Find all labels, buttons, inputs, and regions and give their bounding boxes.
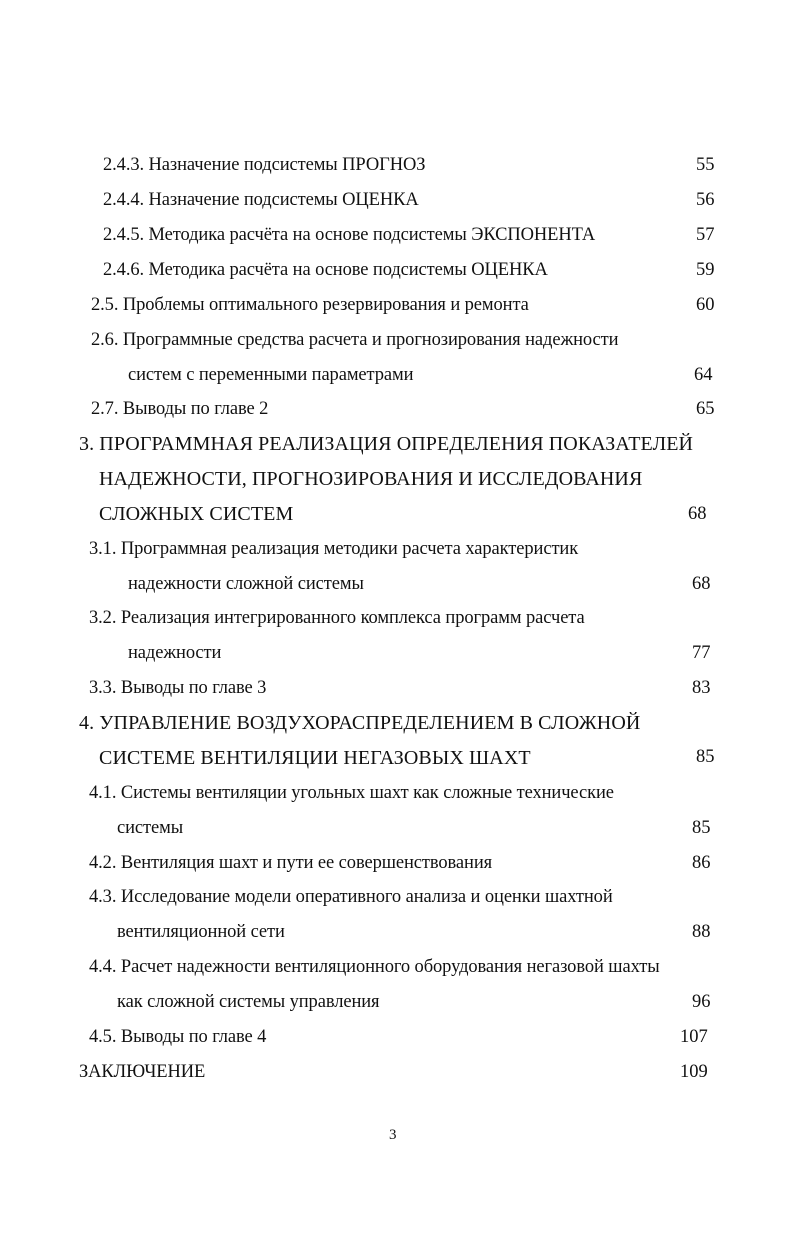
toc-entry-4-4-title-line-2: как сложной системы управления xyxy=(117,992,380,1012)
toc-entry-2-6-title-line-2: систем с переменными параметрами xyxy=(128,365,414,385)
toc-entry-3-1-title-line-1: 3.1. Программная реализация методики расчета характеристик xyxy=(89,539,579,559)
toc-entry-4-3-page: 88 xyxy=(692,922,711,942)
toc-entry-3-1-page: 68 xyxy=(692,574,711,594)
toc-entry-2-6-title-line-1: 2.6. Программные средства расчета и прогнозирования надежности xyxy=(91,330,619,350)
toc-entry-2-6-page: 64 xyxy=(694,365,713,385)
toc-entry-2-7-page: 65 xyxy=(696,399,715,419)
toc-entry-4-5-title: 4.5. Выводы по главе 4 xyxy=(89,1027,267,1047)
toc-entry-2-4-3-title: 2.4.3. Назначение подсистемы ПРОГНОЗ xyxy=(103,155,426,175)
toc-chapter-4-page: 85 xyxy=(696,747,715,767)
toc-conclusion-title: ЗАКЛЮЧЕНИЕ xyxy=(79,1062,206,1082)
toc-chapter-3-title-line-1: 3. ПРОГРАММНАЯ РЕАЛИЗАЦИЯ ОПРЕДЕЛЕНИЯ ПОКАЗАТЕЛЕЙ xyxy=(79,433,694,455)
toc-chapter-4-title-line-1: 4. УПРАВЛЕНИЕ ВОЗДУХОРАСПРЕДЕЛЕНИЕМ В СЛОЖНОЙ xyxy=(79,712,641,734)
toc-entry-2-4-5-title: 2.4.5. Методика расчёта на основе подсистемы ЭКСПОНЕНТА xyxy=(103,225,596,245)
toc-entry-4-3-title-line-1: 4.3. Исследование модели оперативного анализа и оценки шахтной xyxy=(89,887,613,907)
toc-entry-3-3-page: 83 xyxy=(692,678,711,698)
toc-entry-4-5-page: 107 xyxy=(680,1027,708,1047)
toc-entry-4-1-page: 85 xyxy=(692,818,711,838)
toc-entry-4-3-title-line-2: вентиляционной сети xyxy=(117,922,285,942)
toc-entry-2-5-page: 60 xyxy=(696,295,715,315)
toc-chapter-3-title-line-2: НАДЕЖНОСТИ, ПРОГНОЗИРОВАНИЯ И ИССЛЕДОВАНИЯ xyxy=(99,468,643,490)
toc-entry-4-4-title-line-1: 4.4. Расчет надежности вентиляционного оборудования негазовой шахты xyxy=(89,957,660,977)
toc-chapter-3-page: 68 xyxy=(688,504,707,524)
toc-entry-2-7-title: 2.7. Выводы по главе 2 xyxy=(91,399,269,419)
toc-entry-4-4-page: 96 xyxy=(692,992,711,1012)
toc-entry-4-1-title-line-1: 4.1. Системы вентиляции угольных шахт как сложные технические xyxy=(89,783,614,803)
toc-entry-3-2-page: 77 xyxy=(692,643,711,663)
toc-entry-2-4-4-title: 2.4.4. Назначение подсистемы ОЦЕНКА xyxy=(103,190,419,210)
toc-entry-3-1-title-line-2: надежности сложной системы xyxy=(128,574,364,594)
toc-entry-3-2-title-line-1: 3.2. Реализация интегрированного комплекса программ расчета xyxy=(89,608,585,628)
toc-entry-2-4-5-page: 57 xyxy=(696,225,715,245)
toc-entry-4-2-title: 4.2. Вентиляция шахт и пути ее совершенствования xyxy=(89,853,493,873)
toc-entry-2-4-3-page: 55 xyxy=(696,155,715,175)
toc-entry-3-2-title-line-2: надежности xyxy=(128,643,222,663)
page-number: 3 xyxy=(389,1127,397,1143)
toc-entry-2-4-4-page: 56 xyxy=(696,190,715,210)
toc-chapter-3-title-line-3: СЛОЖНЫХ СИСТЕМ xyxy=(99,503,294,525)
toc-conclusion-page: 109 xyxy=(680,1062,708,1082)
toc-chapter-4-title-line-2: СИСТЕМЕ ВЕНТИЛЯЦИИ НЕГАЗОВЫХ ШАХТ xyxy=(99,747,531,769)
toc-entry-3-3-title: 3.3. Выводы по главе 3 xyxy=(89,678,267,698)
toc-entry-2-5-title: 2.5. Проблемы оптимального резервирования и ремонта xyxy=(91,295,529,315)
toc-entry-2-4-6-title: 2.4.6. Методика расчёта на основе подсистемы ОЦЕНКА xyxy=(103,260,548,280)
toc-entry-4-1-title-line-2: системы xyxy=(117,818,184,838)
toc-entry-4-2-page: 86 xyxy=(692,853,711,873)
toc-entry-2-4-6-page: 59 xyxy=(696,260,715,280)
